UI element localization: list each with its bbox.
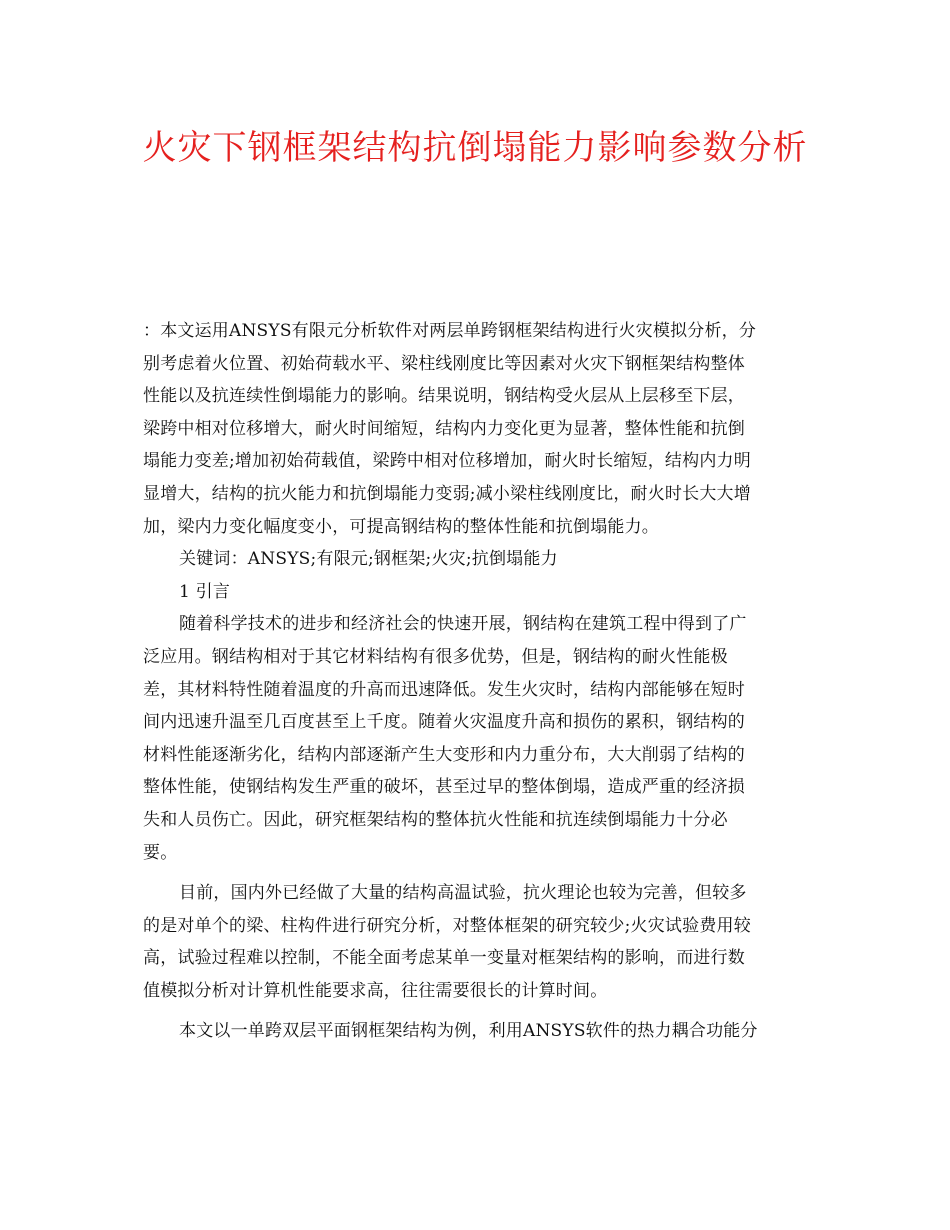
paragraph-line: 目前，国内外已经做了大量的结构高温试验，抗火理论也较为完善，但较多 — [179, 883, 747, 904]
document-body — [143, 315, 807, 1048]
paragraph-line: 值模拟分析对计算机性能要求高，往往需要很长的计算时间。 — [143, 980, 608, 1001]
paragraph-line: 整体性能，使钢结构发生严重的破坏，甚至过早的整体倒塌，造成严重的经济损 — [143, 777, 745, 798]
abstract-line: 性能以及抗连续性倒塌能力的影响。结果说明，钢结构受火层从上层移至下层， — [143, 386, 745, 407]
abstract-line: 加，梁内力变化幅度变小，可提高钢结构的整体性能和抗倒塌能力。 — [143, 516, 659, 537]
abstract-line: 梁跨中相对位移增大，耐火时间缩短，结构内力变化更为显著，整体性能和抗倒 — [143, 418, 745, 439]
document-title: 火灾下钢框架结构抗倒塌能力影响参数分析 — [142, 128, 808, 168]
abstract-line: 塌能力变差;增加初始荷载值，梁跨中相对位移增加，耐火时长缩短，结构内力明 — [143, 451, 751, 472]
paragraph-line: 的是对单个的梁、柱构件进行研究分析，对整体框架的研究较少;火灾试验费用较 — [143, 915, 751, 936]
paragraph-line: 本文以一单跨双层平面钢框架结构为例，利用ANSYS软件的热力耦合功能分 — [179, 1021, 758, 1042]
paragraph-line: 材料性能逐渐劣化，结构内部逐渐产生大变形和内力重分布，大大削弱了结构的 — [143, 744, 745, 765]
paragraph-line: 要。 — [143, 842, 178, 863]
paragraph-line: 泛应用。钢结构相对于其它材料结构有很多优势，但是，钢结构的耐火性能极 — [143, 646, 728, 667]
keywords: 关键词：ANSYS;有限元;钢框架;火灾;抗倒塌能力 — [179, 549, 558, 570]
paragraph-line: 随着科学技术的进步和经济社会的快速开展，钢结构在建筑工程中得到了广 — [179, 614, 747, 635]
paragraph-line: 失和人员伤亡。因此，研究框架结构的整体抗火性能和抗连续倒塌能力十分必 — [143, 809, 728, 830]
abstract-line: 别考虑着火位置、初始荷载水平、梁柱线刚度比等因素对火灾下钢框架结构整体 — [143, 353, 745, 374]
paragraph-spacing — [143, 1007, 807, 1015]
paragraph-line: 差，其材料特性随着温度的升高而迅速降低。发生火灾时，结构内部能够在短时 — [143, 679, 745, 700]
paragraph-line: 高，试验过程难以控制，不能全面考虑某单一变量对框架结构的影响，而进行数 — [143, 948, 745, 969]
paragraph-research-status — [143, 877, 807, 1007]
paragraph-method — [143, 1015, 807, 1048]
abstract — [143, 315, 807, 543]
paragraph-introduction — [143, 608, 807, 869]
paragraph-line: 间内迅速升温至几百度甚至上千度。随着火灾温度升高和损伤的累积，钢结构的 — [143, 712, 745, 733]
paragraph-spacing — [143, 869, 807, 877]
section-heading: 1 引言 — [179, 581, 231, 602]
abstract-line: ：本文运用ANSYS有限元分析软件对两层单跨钢框架结构进行火灾模拟分析，分 — [143, 321, 757, 341]
abstract-line: 显增大，结构的抗火能力和抗倒塌能力变弱;减小梁柱线刚度比，耐火时长大大增 — [143, 483, 751, 504]
